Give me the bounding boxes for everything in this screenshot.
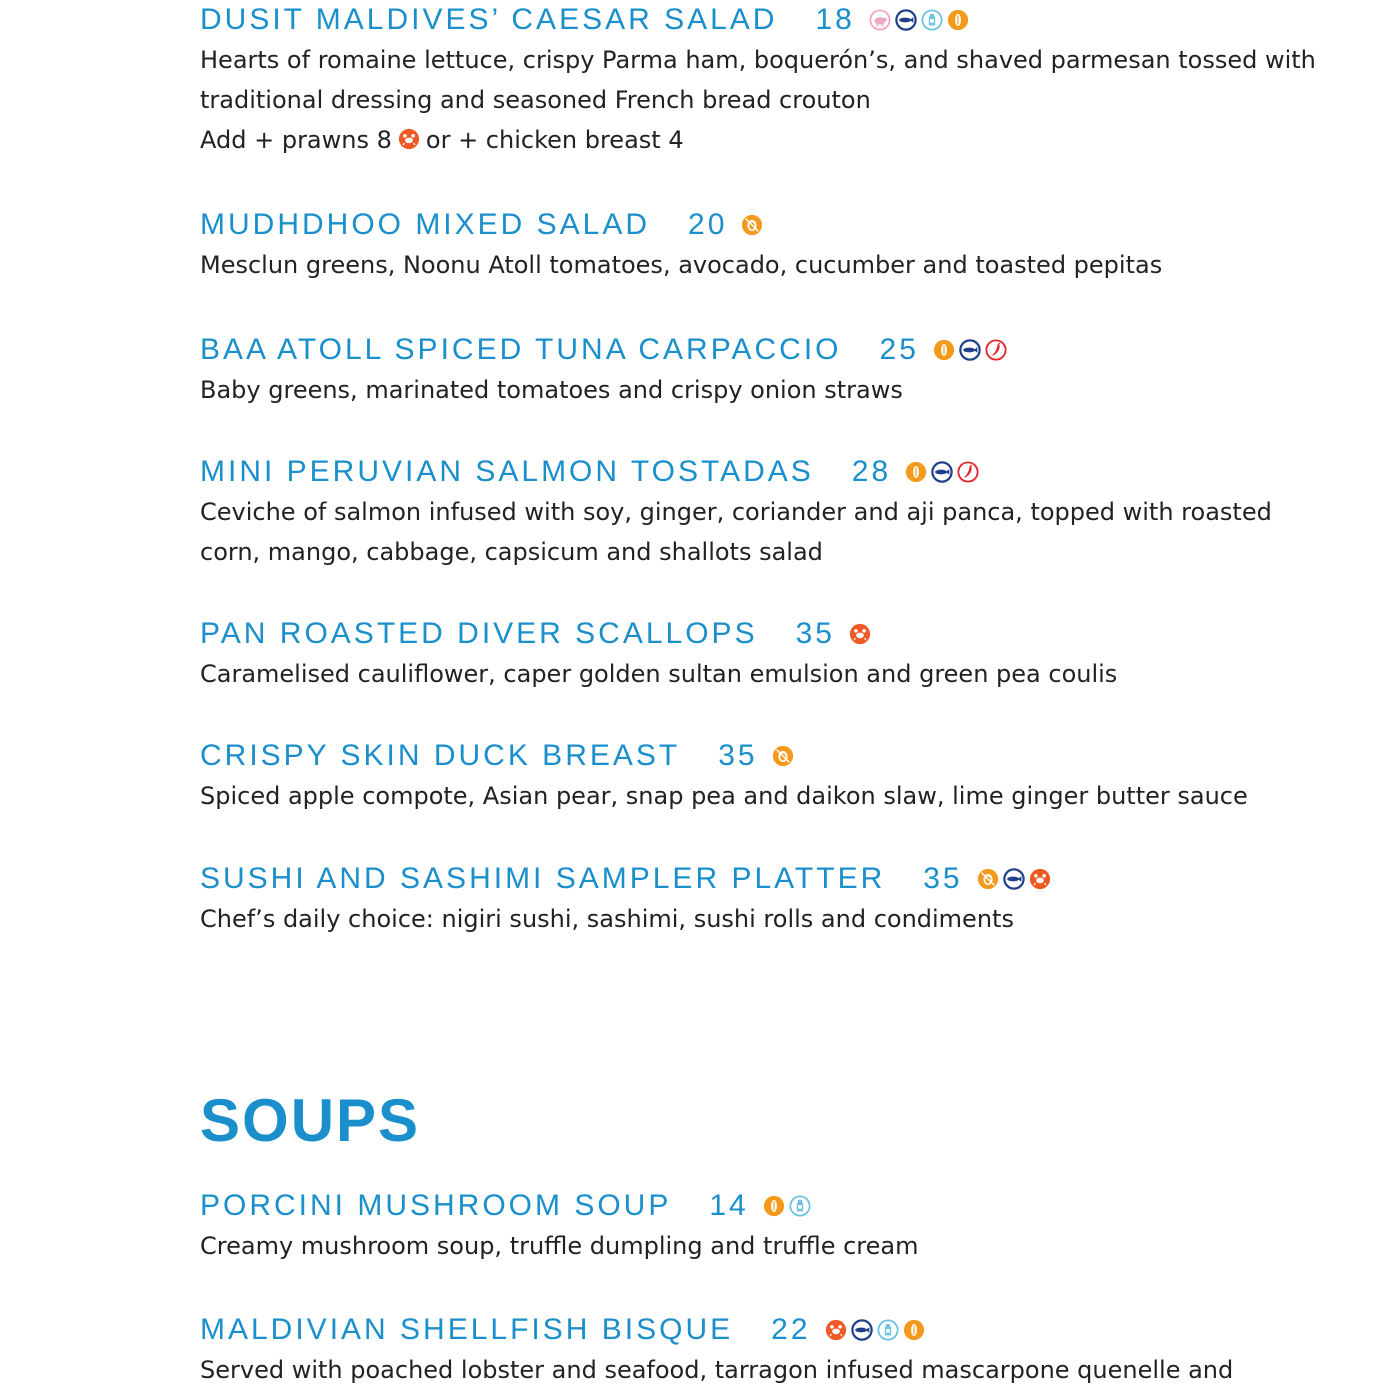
allergen-icons [763,1195,811,1217]
item-description-line-2: traditional dressing and seasoned French bread crouton [200,86,871,114]
nut-icon [741,214,763,236]
item-price: 35 [923,862,963,895]
spicy-icon [957,461,979,483]
item-name: BAA ATOLL SPICED TUNA CARPACCIO [200,333,842,366]
nut-icon [772,745,794,767]
item-name: PAN ROASTED DIVER SCALLOPS [200,617,758,650]
spicy-icon [985,339,1007,361]
menu-item-sushi-platter [200,859,1350,939]
allergen-icons [825,1319,925,1341]
dairy-icon [789,1195,811,1217]
item-description: Hearts of romaine lettuce, crispy Parma ham, boquerón’s, and shaved parmesan tossed with [200,46,1316,74]
menu-item-tuna-carpaccio [200,330,1350,410]
item-price: 18 [815,3,855,36]
fish-icon [895,9,917,31]
item-name: SUSHI AND SASHIMI SAMPLER PLATTER [200,862,886,895]
item-price: 25 [879,333,919,366]
item-description: Caramelised cauliflower, caper golden sultan emulsion and green pea coulis [200,660,1118,688]
item-description: Baby greens, marinated tomatoes and crispy onion straws [200,376,903,404]
menu-item-salmon-tostadas [200,452,1350,572]
allergen-icons [849,623,871,645]
fish-icon [959,339,981,361]
fish-icon [1003,868,1025,890]
shellfish-icon [398,128,420,150]
pork-icon [869,9,891,31]
menu-item-caesar-salad [200,0,1350,160]
gluten-icon [905,461,927,483]
menu-item-duck-breast [200,736,1350,816]
item-name: MUDHDHOO MIXED SALAD [200,208,651,241]
menu-item-mudhdhoo-salad [200,205,1350,285]
item-name: CRISPY SKIN DUCK BREAST [200,739,681,772]
dairy-icon [877,1319,899,1341]
fish-icon [851,1319,873,1341]
item-header [200,614,1350,654]
section-title-soups: SOUPS [200,1087,421,1154]
allergen-icons [905,461,979,483]
addon-chicken: or + chicken breast 4 [425,126,684,154]
item-addon [200,120,1350,160]
item-description: Served with poached lobster and seafood, tarragon infused mascarpone quenelle and [200,1356,1234,1384]
addon-prawns: Add + prawns 8 [200,126,392,154]
item-description: Mesclun greens, Noonu Atoll tomatoes, avocado, cucumber and toasted pepitas [200,251,1163,279]
item-price: 35 [718,739,758,772]
allergen-icons [772,745,794,767]
item-price: 14 [709,1189,749,1222]
item-header [200,0,1350,40]
shellfish-icon [1029,868,1051,890]
item-name: MALDIVIAN SHELLFISH BISQUE [200,1313,734,1346]
item-name: MINI PERUVIAN SALMON TOSTADAS [200,455,814,488]
menu-item-diver-scallops [200,614,1350,694]
shellfish-icon [825,1319,847,1341]
fish-icon [931,461,953,483]
item-name: PORCINI MUSHROOM SOUP [200,1189,672,1222]
item-description: Spiced apple compote, Asian pear, snap pea and daikon slaw, lime ginger butter sauce [200,782,1248,810]
item-description: Chef’s daily choice: nigiri sushi, sashimi, sushi rolls and condiments [200,905,1014,933]
gluten-icon [933,339,955,361]
item-name: DUSIT MALDIVES’ CAESAR SALAD [200,3,778,36]
allergen-icons [869,9,969,31]
item-description: Ceviche of salmon infused with soy, ginger, coriander and aji panca, topped with roasted [200,498,1272,526]
item-header [200,330,1350,370]
allergen-icons [933,339,1007,361]
item-price: 35 [795,617,835,650]
menu-item-shellfish-bisque [200,1310,1350,1390]
gluten-icon [947,9,969,31]
item-header [200,205,1350,245]
item-header [200,1310,1350,1350]
dairy-icon [921,9,943,31]
item-header [200,452,1350,492]
item-header [200,859,1350,899]
gluten-icon [763,1195,785,1217]
nut-icon [977,868,999,890]
item-description: Creamy mushroom soup, truffle dumpling and truffle cream [200,1232,919,1260]
item-header [200,1186,1350,1226]
item-price: 22 [771,1313,811,1346]
allergen-icons [977,868,1051,890]
item-price: 20 [688,208,728,241]
allergen-icons [741,214,763,236]
shellfish-icon [849,623,871,645]
item-header [200,736,1350,776]
menu-item-porcini-soup [200,1186,1350,1266]
gluten-icon [903,1319,925,1341]
item-price: 28 [851,455,892,488]
item-description-line-2: corn, mango, cabbage, capsicum and shallots salad [200,538,823,566]
